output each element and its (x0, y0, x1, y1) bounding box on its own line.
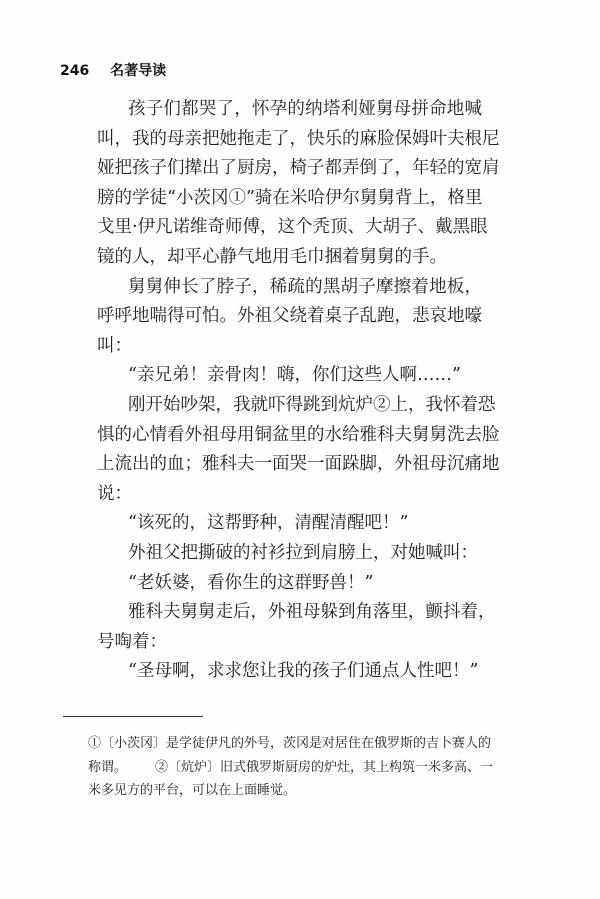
book-title: 名著导读 (110, 63, 167, 79)
text-line: 戈里·伊凡诺维奇师傅，这个秃顶、大胡子、戴黑眼 (97, 217, 488, 238)
footnote-2-end: 米多见方的平台，可以在上面睡觉。 (88, 783, 297, 798)
text-line: 舅舅伸长了脖子，稀疏的黑胡子摩擦着地板， (128, 276, 482, 297)
page-header (60, 60, 166, 80)
text-line: 说： (97, 483, 132, 504)
text-line: 外祖父把撕破的衬衫拉到肩膀上，对她喊叫： (128, 542, 478, 563)
text-line: 呼呼地喘得可怕。外祖父绕着桌子乱跑，悲哀地嚎 (97, 306, 482, 327)
text-line: “老妖婆，看你生的这群野兽！” (128, 572, 374, 593)
text-line: “圣母啊，求求您让我的孩子们通点人性吧！” (128, 661, 479, 682)
text-line: 上流出的血；雅科夫一面哭一面跺脚，外祖母沉痛地 (97, 454, 500, 475)
page-number: 246 (60, 63, 90, 79)
text-line: 镜的人，却平心静气地用毛巾捆着舅舅的手。 (97, 246, 447, 267)
text-line: 叫，我的母亲把她拖走了，快乐的麻脸保姆叶夫根尼 (97, 128, 500, 149)
text-line: “亲兄弟！亲骨肉！嗨，你们这些人啊……” (128, 365, 461, 386)
footnote-line-2 (88, 756, 494, 780)
footnote-divider (63, 716, 203, 717)
text-line: 娅把孩子们撵出了厨房，椅子都弄倒了，年轻的宽肩 (97, 158, 500, 179)
text-line: 雅科夫舅舅走后，外祖母躲到角落里，颤抖着， (128, 602, 496, 623)
text-line: 号啕着： (97, 631, 167, 652)
text-line: 叫： (97, 335, 132, 356)
text-line: 孩子们都哭了，怀孕的纳塔利娅舅母拼命地喊 (128, 99, 482, 119)
footnote-1: ①〔小茨冈〕是学徒伊凡的外号，茨冈是对居住在俄罗斯的吉卜赛人的 (88, 736, 492, 751)
footnotes (88, 732, 494, 803)
footnote-2: ②〔炕炉〕旧式俄罗斯厨房的炉灶，其上构筑一米多高、一 (155, 759, 494, 775)
footnote-1-end: 称谓。 (88, 759, 128, 775)
text-line: 膀的学徒“小茨冈①”骑在米哈伊尔舅舅背上，格里 (97, 187, 483, 208)
text-line: “该死的，这帮野种，清醒清醒吧！” (128, 513, 409, 534)
text-line: 惧的心情看外祖母用铜盆里的水给雅科夫舅舅洗去脸 (97, 424, 500, 445)
body-text (97, 95, 500, 687)
text-line: 刚开始吵架，我就吓得跳到炕炉②上，我怀着恐 (128, 394, 496, 415)
